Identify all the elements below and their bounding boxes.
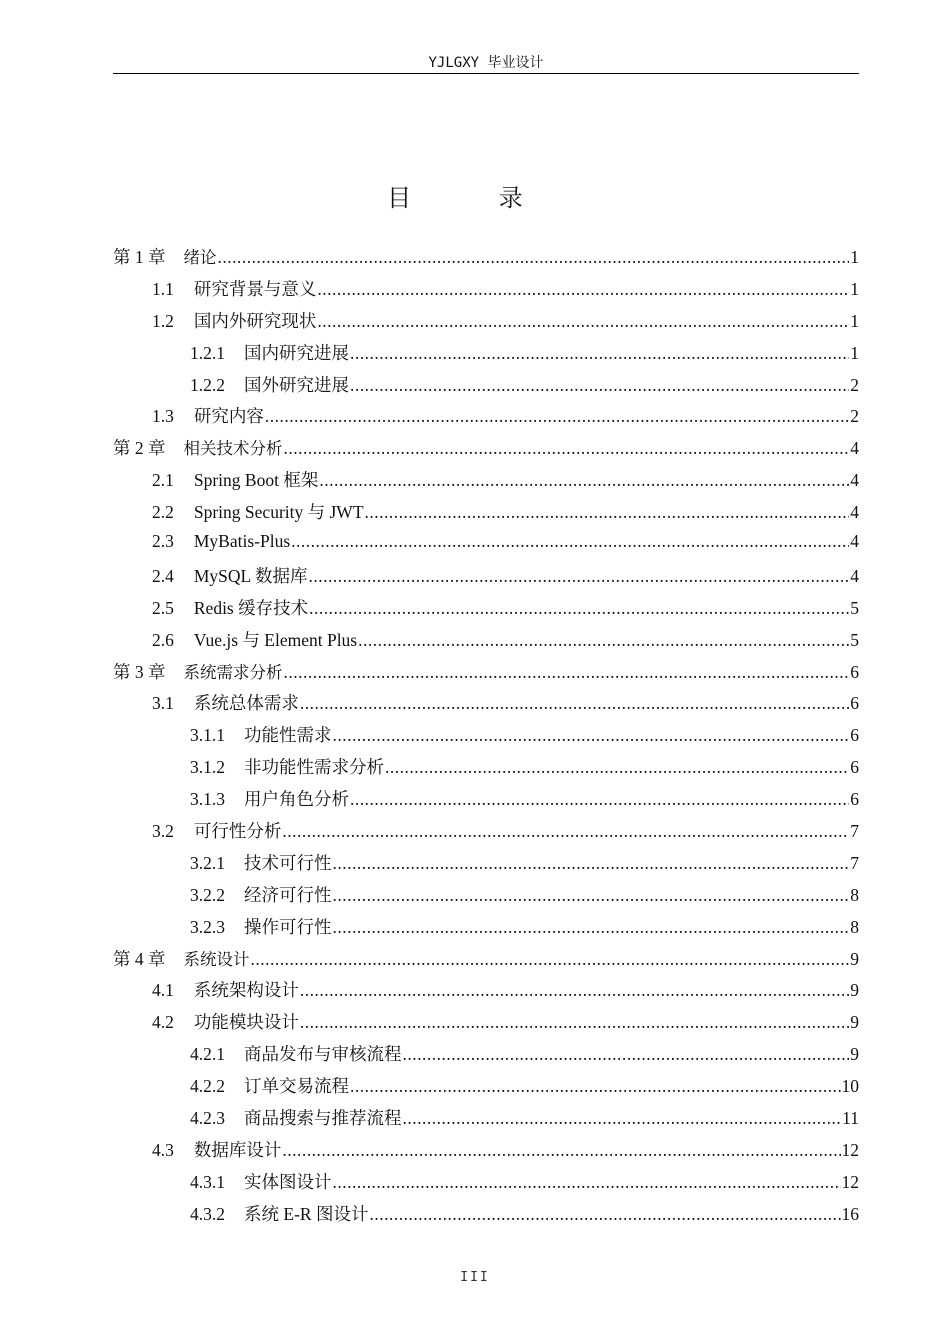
table-of-contents [113,244,859,1233]
toc-leader-dots [333,853,850,874]
toc-entry-page: 4 [850,502,859,523]
toc-entry-number: 第 4 章 [113,948,166,969]
toc-entry-page: 11 [842,1108,859,1129]
toc-leader-dots [350,789,849,810]
toc-entry-title: 系统需求分析 [183,662,283,682]
toc-entry-number: 4.3.2 [190,1203,225,1224]
toc-leader-dots [350,343,849,364]
toc-entry[interactable] [113,882,859,914]
toc-entry-page: 7 [850,821,859,842]
toc-leader-dots [308,566,849,587]
toc-entry-title: Redis 缓存技术 [193,597,309,618]
toc-entry-title: 系统设计 [183,949,250,969]
toc-leader-dots [309,598,849,619]
toc-entry-number: 4.3.1 [190,1171,225,1192]
toc-entry-page: 7 [850,852,859,873]
toc-entry-page: 6 [850,693,859,714]
toc-entry-page: 4 [850,531,859,552]
toc-leader-dots [282,821,849,842]
toc-entry[interactable] [113,786,859,818]
toc-leader-dots [282,1140,840,1161]
toc-entry-page: 4 [850,438,859,459]
header-rule [113,73,859,74]
toc-entry-title: 相关技术分析 [183,439,283,459]
toc-entry-page: 9 [850,1044,859,1065]
toc-entry-title: 功能模块设计 [193,1012,299,1033]
toc-entry-number: 3.1.2 [190,757,225,778]
toc-entry-number: 2.2 [152,502,174,523]
toc-entry-number: 3.2.1 [190,852,225,873]
toc-entry-number: 4.1 [152,980,174,1001]
toc-entry[interactable] [113,850,859,882]
toc-entry-number: 2.4 [152,565,174,586]
toc-entry[interactable] [113,690,859,722]
toc-leader-dots [317,311,849,332]
toc-entry-page: 5 [850,629,859,650]
toc-leader-dots [333,725,850,746]
toc-entry[interactable] [113,1201,859,1233]
toc-entry-number: 1.1 [152,278,174,299]
toc-leader-dots [284,438,850,459]
toc-entry[interactable] [113,1009,859,1041]
toc-entry-number: 4.2.3 [190,1108,225,1129]
toc-entry[interactable] [113,435,859,467]
toc-leader-dots [300,1012,849,1033]
toc-entry-page: 16 [841,1203,859,1224]
toc-entry[interactable] [113,914,859,946]
toc-entry-page: 9 [850,980,859,1001]
toc-entry-page: 8 [850,884,859,905]
toc-entry-title: 绪论 [183,248,217,267]
toc-entry-page: 5 [850,597,859,618]
toc-leader-dots [350,375,849,396]
toc-entry-number: 2.5 [152,597,174,618]
toc-leader-dots [251,949,850,970]
toc-entry-title: 功能性需求 [244,725,332,746]
toc-leader-dots [369,1204,840,1225]
page-number: III [460,1270,490,1285]
toc-entry-number: 1.2.1 [190,342,225,363]
toc-entry-title: 操作可行性 [244,916,332,937]
toc-entry[interactable] [113,276,859,308]
toc-entry[interactable] [113,1137,859,1169]
toc-entry-page: 6 [850,661,859,682]
toc-entry-title: 系统 E-R 图设计 [244,1203,369,1224]
toc-entry[interactable] [113,372,859,404]
toc-entry-page: 1 [850,310,859,331]
toc-entry[interactable] [113,754,859,786]
toc-entry[interactable] [113,531,859,563]
toc-entry-title: 国内研究进展 [244,342,349,363]
toc-entry-page: 6 [850,789,859,810]
toc-entry-page: 4 [850,470,859,491]
toc-entry-title: 系统总体需求 [193,693,299,714]
toc-entry-number: 2.6 [152,629,174,650]
toc-entry-page: 2 [850,374,859,395]
toc-entry-title: 订单交易流程 [244,1076,349,1097]
toc-entry-title: 研究背景与意义 [193,278,317,299]
toc-entry-number: 4.2.1 [190,1044,225,1065]
toc-entry[interactable] [113,563,859,595]
toc-entry[interactable] [113,499,859,531]
toc-entry-title: 实体图设计 [244,1171,332,1192]
toc-entry-number: 3.2.3 [190,916,225,937]
toc-entry[interactable] [113,1073,859,1105]
toc-leader-dots [403,1108,842,1129]
toc-leader-dots [291,531,849,552]
toc-entry-number: 3.2.2 [190,884,225,905]
toc-entry[interactable] [113,1105,859,1137]
toc-entry-title: 数据库设计 [193,1139,282,1160]
toc-entry-title: 用户角色分析 [244,789,349,810]
toc-entry[interactable] [113,1169,859,1201]
toc-entry-title: Spring Boot 框架 [193,470,319,491]
toc-entry[interactable] [113,946,859,978]
toc-leader-dots [350,1076,841,1097]
toc-entry[interactable] [113,818,859,850]
toc-leader-dots [358,630,849,651]
toc-leader-dots [385,757,849,778]
toc-entry[interactable] [113,722,859,754]
toc-leader-dots [265,406,849,427]
toc-leader-dots [300,693,849,714]
toc-entry-number: 第 1 章 [113,247,166,267]
toc-entry-title: 研究内容 [193,406,264,427]
toc-entry-number: 2.3 [152,531,174,552]
toc-entry-title: 国内外研究现状 [193,310,317,331]
toc-entry-title: MyBatis-Plus [193,531,291,552]
toc-leader-dots [218,247,850,268]
page-title: 目 录 [387,184,563,212]
toc-entry-page: 9 [850,1012,859,1033]
toc-entry-number: 3.2 [152,821,174,842]
toc-entry-number: 4.2.2 [190,1076,225,1097]
toc-entry-number: 4.2 [152,1012,174,1033]
toc-entry-title: 非功能性需求分析 [244,757,384,778]
toc-entry-page: 1 [850,278,859,299]
toc-entry[interactable] [113,1041,859,1073]
toc-entry-number: 第 3 章 [113,661,166,682]
toc-entry[interactable] [113,595,859,627]
toc-entry-title: 可行性分析 [193,821,282,842]
toc-entry[interactable] [113,977,859,1009]
toc-entry-page: 1 [850,342,859,363]
toc-entry-number: 第 2 章 [113,438,166,459]
toc-leader-dots [319,470,849,491]
toc-entry[interactable] [113,467,859,499]
toc-leader-dots [317,279,849,300]
toc-entry-title: 技术可行性 [244,852,332,873]
toc-entry-number: 3.1.1 [190,725,225,746]
toc-entry-page: 10 [841,1076,859,1097]
toc-entry-page: 1 [850,247,859,267]
toc-entry-page: 4 [850,565,859,586]
toc-entry-number: 3.1.3 [190,789,225,810]
running-header: YJLGXY 毕业设计 [428,55,544,71]
toc-entry-title: Vue.js 与 Element Plus [193,629,358,650]
toc-leader-dots [403,1044,850,1065]
toc-entry-title: MySQL 数据库 [193,565,308,586]
toc-entry-number: 2.1 [152,470,174,491]
toc-entry-number: 1.3 [152,406,174,427]
toc-entry[interactable] [113,340,859,372]
toc-entry-title: 系统架构设计 [193,980,299,1001]
toc-leader-dots [333,1172,841,1193]
toc-entry-page: 9 [850,948,859,969]
toc-entry-title: 国外研究进展 [244,374,349,395]
toc-entry-number: 4.3 [152,1139,174,1160]
toc-leader-dots [333,885,850,906]
toc-entry-number: 1.2.2 [190,374,225,395]
toc-entry-title: Spring Security 与 JWT [193,502,364,523]
toc-entry-page: 6 [850,757,859,778]
toc-leader-dots [333,917,850,938]
toc-leader-dots [284,662,850,683]
toc-entry-page: 12 [841,1139,859,1160]
toc-entry[interactable] [113,403,859,435]
toc-entry-title: 经济可行性 [244,884,332,905]
toc-entry[interactable] [113,308,859,340]
toc-leader-dots [300,980,849,1001]
toc-leader-dots [365,502,850,523]
toc-entry-title: 商品发布与审核流程 [244,1044,402,1065]
toc-entry-number: 3.1 [152,693,174,714]
toc-entry-page: 6 [850,725,859,746]
toc-entry[interactable] [113,659,859,691]
toc-entry-page: 8 [850,916,859,937]
toc-entry-title: 商品搜索与推荐流程 [244,1108,402,1129]
toc-entry[interactable] [113,244,859,276]
toc-entry-page: 12 [841,1171,859,1192]
toc-entry-number: 1.2 [152,310,174,331]
toc-entry[interactable] [113,627,859,659]
toc-entry-page: 2 [850,406,859,427]
